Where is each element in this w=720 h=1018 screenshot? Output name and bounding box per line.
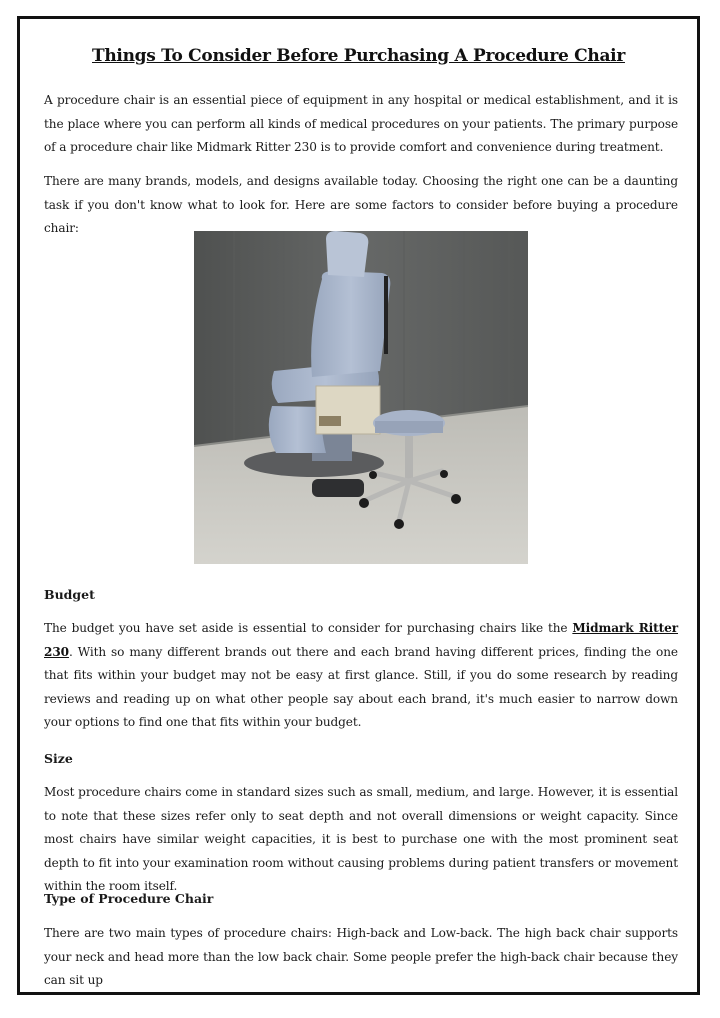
- page-frame: [17, 16, 700, 995]
- budget-heading: Budget: [44, 587, 95, 602]
- type-paragraph: There are two main types of procedure chairs: High-back and Low-back. The high back chair supports your neck and head more than the low back chair. Some people prefer the high-back chair because they can sit up: [44, 926, 678, 987]
- intro-paragraph-2: There are many brands, models, and designs available today. Choosing the right one can be a daunting task if you don't know what to look for. Here are some factors to consider before buying a procedure chair:: [44, 174, 678, 235]
- size-heading: Size: [44, 751, 73, 766]
- budget-text-after-link: . With so many different brands out there and each brand having different prices, finding the one that fits within your budget may not be easy at first glance. Still, if you do some research by reading reviews and reading up on what other people say about each brand, it's much easier to narrow down your options to find one that fits within your budget.: [44, 644, 678, 729]
- intro-paragraph-1: A procedure chair is an essential piece of equipment in any hospital or medical establishment, and it is the place where you can perform all kinds of medical procedures on your patients. The primary purpose of a procedure chair like Midmark Ritter 230 is to provide comfort and convenience during treatment.: [44, 93, 678, 154]
- procedure-chair-photo: [194, 231, 528, 564]
- budget-paragraph: [44, 617, 678, 735]
- budget-text-before-link: The budget you have set aside is essential to consider for purchasing chairs like the: [44, 621, 573, 635]
- midmark-ritter-230-link[interactable]: Midmark Ritter 230: [44, 621, 679, 659]
- size-paragraph: Most procedure chairs come in standard sizes such as small, medium, and large. However, it is essential to note that these sizes refer only to seat depth and not overall dimensions or weight capacity. Since most chairs have similar weight capacities, it is best to purchase one with the most prominent seat depth to fit into your examination room without causing problems during patient transfers or movement within the room itself.: [44, 785, 678, 893]
- type-heading: Type of Procedure Chair: [44, 891, 214, 906]
- page-title: Things To Consider Before Purchasing A Procedure Chair: [92, 46, 625, 66]
